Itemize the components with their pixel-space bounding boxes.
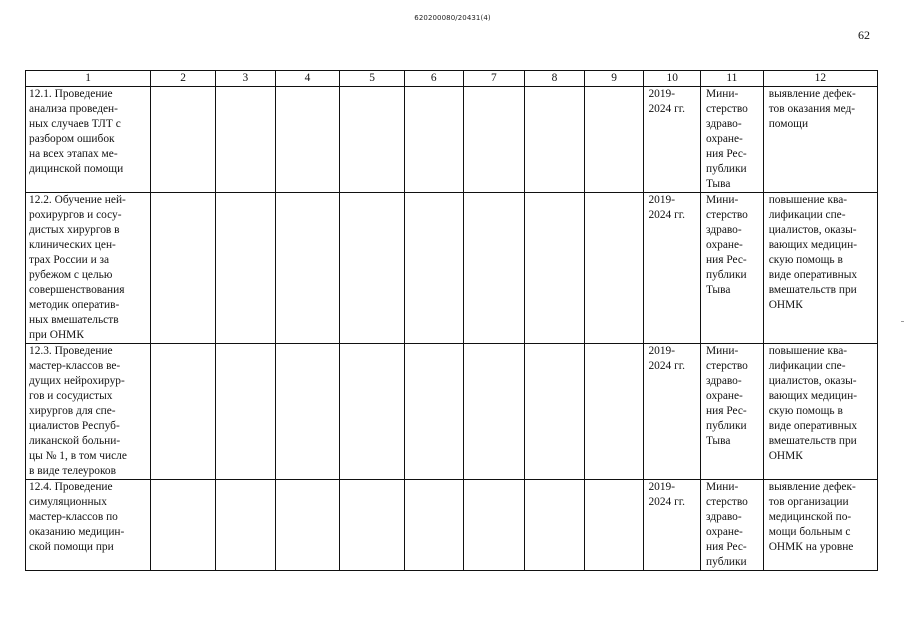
scan-mark	[901, 321, 904, 322]
empty-cell	[151, 480, 216, 571]
empty-cell	[151, 87, 216, 193]
result-cell	[763, 87, 877, 193]
page-number: 62	[858, 28, 870, 42]
column-header: 8	[525, 71, 585, 87]
activity-cell	[26, 193, 151, 344]
executor-cell	[701, 87, 764, 193]
empty-cell	[215, 480, 275, 571]
empty-cell	[275, 480, 340, 571]
column-header: 4	[275, 71, 340, 87]
empty-cell	[463, 480, 525, 571]
column-header: 7	[463, 71, 525, 87]
activities-table	[25, 70, 878, 571]
activity-cell	[26, 87, 151, 193]
column-header: 9	[584, 71, 644, 87]
activity-text: 12.1. Проведение анализа проведен- ных случаев ТЛТ с разбором ошибок на всех этапах ме- дицинской помощи	[29, 88, 124, 175]
period-text: 2019- 2024 гг.	[648, 345, 685, 372]
period-text: 2019- 2024 гг.	[648, 88, 685, 115]
period-cell	[644, 344, 701, 480]
table-row	[26, 344, 878, 480]
empty-cell	[404, 87, 463, 193]
period-cell	[644, 87, 701, 193]
empty-cell	[525, 480, 585, 571]
column-header: 5	[340, 71, 405, 87]
executor-cell	[701, 193, 764, 344]
activity-cell	[26, 480, 151, 571]
result-cell	[763, 480, 877, 571]
empty-cell	[525, 87, 585, 193]
column-header: 1	[26, 71, 151, 87]
empty-cell	[463, 344, 525, 480]
empty-cell	[584, 344, 644, 480]
document-id: 620200080/20431(4)	[414, 14, 491, 22]
executor-text: Мини- стерство здраво- охране- ния Рес- публики Тыва	[706, 88, 748, 190]
header-row	[26, 71, 878, 87]
activity-text: 12.2. Обучение ней- рохирургов и сосу- дистых хирургов в клинических цен- трах России и за рубежом с целью совершенствования методик оператив- ных вмешательств при ОНМК	[29, 194, 126, 341]
empty-cell	[404, 193, 463, 344]
executor-text: Мини- стерство здраво- охране- ния Рес- публики Тыва	[706, 345, 748, 447]
period-cell	[644, 193, 701, 344]
empty-cell	[215, 87, 275, 193]
empty-cell	[463, 193, 525, 344]
result-text: выявление дефек- тов оказания мед- помощи	[768, 88, 856, 130]
activity-text: 12.3. Проведение мастер-классов ве- дущих нейрохирур- гов и сосудистых хирургов для спе- циалистов Респуб- ликанской больни- цы № 1, в том числе в виде телеуроков	[29, 345, 127, 477]
empty-cell	[275, 344, 340, 480]
empty-cell	[275, 193, 340, 344]
empty-cell	[584, 480, 644, 571]
empty-cell	[151, 193, 216, 344]
empty-cell	[525, 344, 585, 480]
column-header: 3	[215, 71, 275, 87]
empty-cell	[340, 344, 405, 480]
executor-cell	[701, 344, 764, 480]
period-text: 2019- 2024 гг.	[648, 481, 685, 508]
empty-cell	[340, 480, 405, 571]
column-header: 10	[644, 71, 701, 87]
period-cell	[644, 480, 701, 571]
empty-cell	[340, 193, 405, 344]
empty-cell	[275, 87, 340, 193]
empty-cell	[215, 344, 275, 480]
column-header: 11	[701, 71, 764, 87]
empty-cell	[404, 344, 463, 480]
activity-text: 12.4. Проведение симуляционных мастер-классов по оказанию медицин- ской помощи при	[29, 481, 125, 553]
executor-cell	[701, 480, 764, 571]
empty-cell	[340, 87, 405, 193]
activity-cell	[26, 344, 151, 480]
column-header: 2	[151, 71, 216, 87]
column-header: 12	[763, 71, 877, 87]
period-text: 2019- 2024 гг.	[648, 194, 685, 221]
table-row	[26, 480, 878, 571]
empty-cell	[584, 87, 644, 193]
result-cell	[763, 193, 877, 344]
empty-cell	[463, 87, 525, 193]
empty-cell	[584, 193, 644, 344]
empty-cell	[215, 193, 275, 344]
empty-cell	[151, 344, 216, 480]
result-cell	[763, 344, 877, 480]
executor-text: Мини- стерство здраво- охране- ния Рес- публики Тыва	[706, 194, 748, 296]
result-text: повышение ква- лификации спе- циалистов, оказы- вающих медицин- скую помощь в виде оперативных вмешательств при ОНМК	[768, 345, 858, 462]
empty-cell	[404, 480, 463, 571]
result-text: повышение ква- лификации спе- циалистов, оказы- вающих медицин- скую помощь в виде оперативных вмешательств при ОНМК	[768, 194, 858, 311]
column-header: 6	[404, 71, 463, 87]
table-row	[26, 87, 878, 193]
result-text: выявление дефек- тов организации медицинской по- мощи больным с ОНМК на уровне	[768, 481, 856, 553]
table-row	[26, 193, 878, 344]
executor-text: Мини- стерство здраво- охране- ния Рес- публики	[706, 481, 748, 568]
empty-cell	[525, 193, 585, 344]
